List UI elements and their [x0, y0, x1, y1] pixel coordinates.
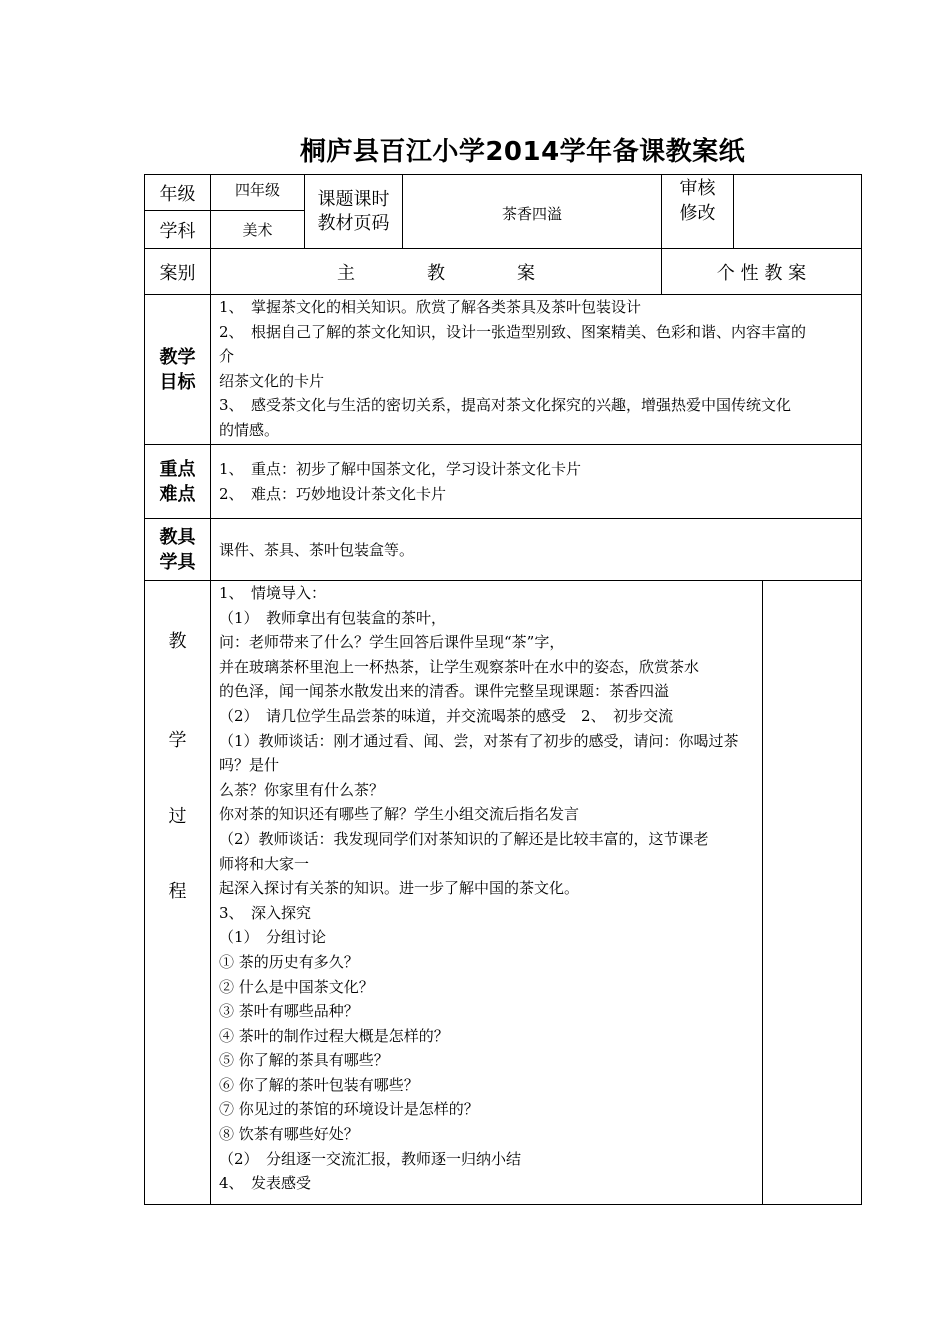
key-point-line: 1、 重点：初步了解中国茶文化，学习设计茶文化卡片	[219, 460, 582, 478]
subject-value: 美术	[242, 221, 273, 239]
process-line: 4、 发表感受	[219, 1174, 312, 1193]
process-line: ② 什么是中国茶文化？	[219, 977, 374, 996]
tools-label-line-1: 教具	[159, 526, 196, 548]
process-line: 1、 情境导入：	[219, 584, 327, 602]
goals-line: 的情感。	[219, 420, 280, 439]
process-line: （1） 教师拿出有包装盒的茶叶，	[219, 608, 447, 627]
review-label-line-2: 修改	[679, 203, 716, 224]
goals-content	[219, 295, 859, 443]
goals-line: 绍茶文化的卡片	[219, 371, 325, 390]
goals-line: 介	[219, 347, 235, 366]
goals-line: 2、 根据自己了解的茶文化知识，设计一张造型别致、图案精美、色彩和谐、内容丰富的	[219, 322, 807, 341]
personal-notes-cell	[763, 581, 861, 1204]
process-line: ⑤ 你了解的茶具有哪些？	[219, 1051, 389, 1070]
process-label-char: 教	[168, 631, 187, 652]
goals-line: 1、 掌握茶文化的相关知识。欣赏了解各类茶具及茶叶包装设计	[219, 298, 642, 316]
case-label: 案别	[159, 262, 196, 284]
key-points-label-line-1: 重点	[159, 458, 196, 480]
grade-value: 四年级	[234, 181, 280, 199]
process-line: 3、 深入探究	[219, 903, 312, 922]
row-border	[144, 518, 862, 519]
row-border	[144, 1204, 862, 1205]
row-border	[144, 444, 862, 445]
key-points-content	[219, 457, 859, 506]
topic-label-line-2: 教材页码	[317, 213, 390, 234]
process-line: （2） 请几位学生品尝茶的味道，并交流喝茶的感受 2、 初步交流	[219, 706, 674, 725]
review-value	[734, 175, 861, 248]
topic-label-line-1: 课题课时	[317, 189, 390, 210]
goals-line: 3、 感受茶文化与生活的密切关系，提高对茶文化探究的兴趣，增强热爱中国传统文化	[219, 396, 792, 415]
review-label-line-1: 审核	[679, 178, 716, 199]
document-title: 桐庐县百江小学2014学年备课教案纸	[299, 137, 746, 167]
process-line: ⑧ 饮茶有哪些好处？	[219, 1125, 359, 1144]
col-border	[861, 174, 862, 1204]
process-line: ① 茶的历史有多久？	[219, 952, 359, 971]
personal-plan-heading: 个 性 教 案	[716, 262, 807, 284]
process-line: 吗？是什	[219, 756, 280, 775]
process-line: 问：老师带来了什么？学生回答后课件呈现“茶”字，	[219, 633, 565, 652]
process-line: 并在玻璃茶杯里泡上一杯热茶，让学生观察茶叶在水中的姿态，欣赏茶水	[219, 657, 700, 676]
process-line: ⑦ 你见过的茶馆的环境设计是怎样的？	[219, 1100, 479, 1119]
process-label	[145, 581, 210, 1204]
process-line: 你对茶的知识还有哪些了解？学生小组交流后指名发言	[219, 805, 580, 824]
process-line: 师将和大家一	[219, 854, 310, 873]
process-line: （1） 分组讨论	[219, 928, 327, 947]
key-points-label	[145, 445, 210, 518]
subject-label: 学科	[159, 220, 196, 242]
topic-label	[305, 188, 402, 236]
process-line: 起深入探讨有关茶的知识。进一步了解中国的茶文化。	[219, 879, 580, 898]
grade-label: 年级	[159, 183, 196, 205]
main-plan-heading: 主 教 案	[337, 262, 535, 284]
process-content	[219, 581, 760, 1196]
key-point-line: 2、 难点：巧妙地设计茶文化卡片	[219, 484, 447, 503]
process-line: ④ 茶叶的制作过程大概是怎样的？	[219, 1026, 449, 1045]
key-points-label-line-2: 难点	[159, 483, 196, 505]
tools-content: 课件、茶具、茶叶包装盒等。	[219, 541, 415, 559]
review-label	[662, 176, 733, 226]
goals-label	[145, 295, 210, 444]
col-border	[210, 174, 211, 1204]
process-label-char: 过	[168, 806, 187, 827]
goals-label-line-2: 目标	[159, 371, 196, 393]
process-label-char: 学	[168, 730, 187, 751]
process-line: ③ 茶叶有哪些品种？	[219, 1002, 359, 1021]
topic-value: 茶香四溢	[501, 205, 562, 223]
process-line: （2） 分组逐一交流汇报，教师逐一归纳小结	[219, 1149, 522, 1168]
process-line: ⑥ 你了解的茶叶包装有哪些？	[219, 1075, 419, 1094]
process-line: （1）教师谈话：刚才通过看、闻、尝，对茶有了初步的感受，请问：你喝过茶	[219, 731, 739, 750]
tools-label-line-2: 学具	[159, 551, 196, 573]
tools-label	[145, 519, 210, 580]
goals-label-line-1: 教学	[159, 346, 196, 368]
process-label-char: 程	[168, 881, 187, 902]
process-line: （2）教师谈话：我发现同学们对茶知识的了解还是比较丰富的，这节课老	[219, 829, 709, 848]
process-line: 的色泽，闻一闻茶水散发出来的清香。课件完整呈现课题：茶香四溢	[219, 682, 670, 701]
process-line: 么茶？你家里有什么茶？	[219, 780, 385, 799]
